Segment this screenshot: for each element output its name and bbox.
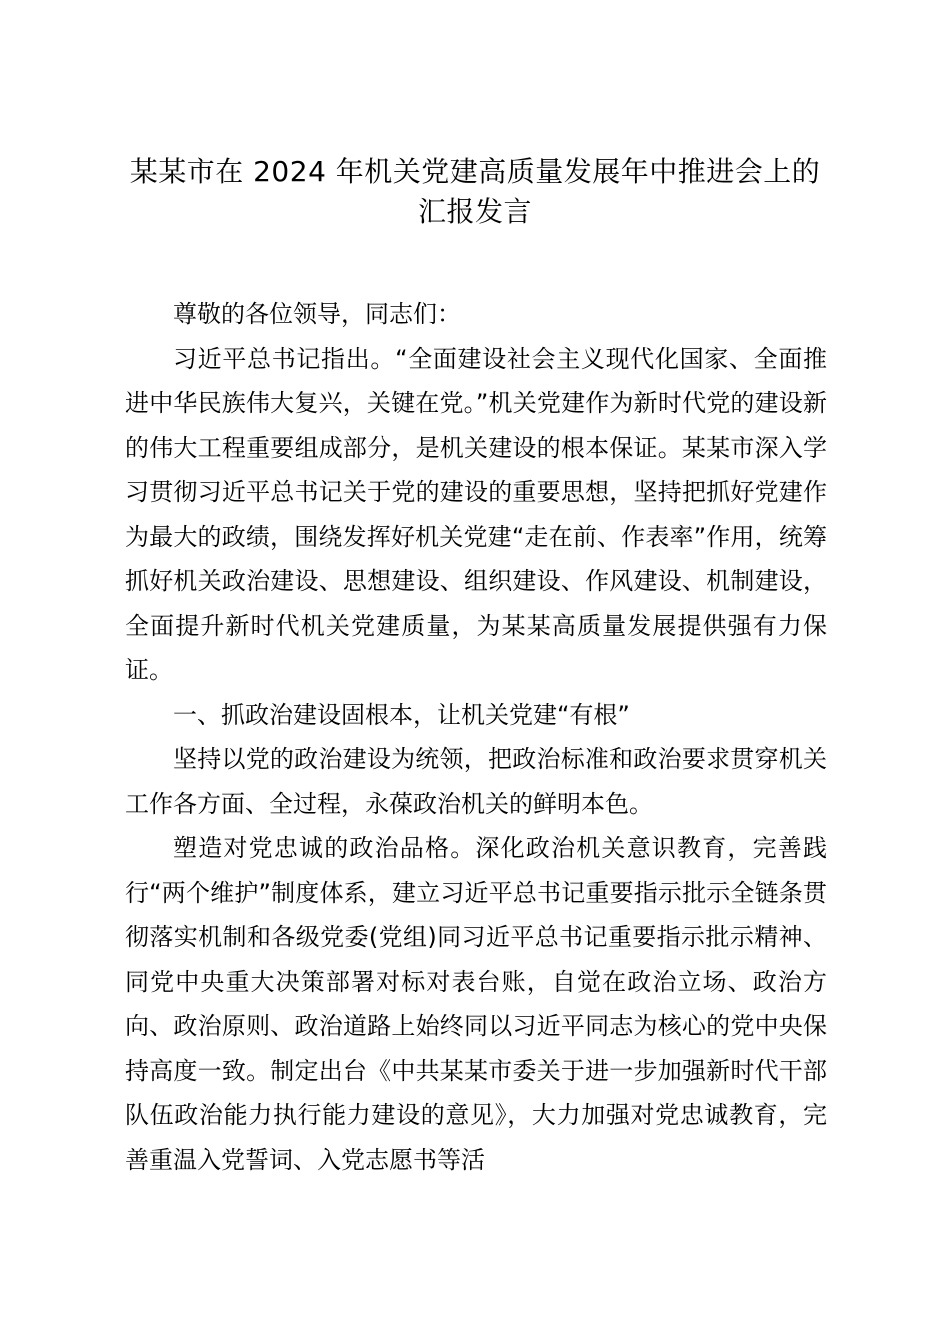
document-title	[120, 152, 830, 232]
title-line-1: 某某市在 2024 年机关党建高质量发展年中推进会上的	[129, 155, 821, 188]
title-line-2: 汇报发言	[417, 195, 532, 228]
section-heading: 一、抓政治建设固根本，让机关党建“有根”	[173, 700, 630, 729]
section-paragraph-2: 塑造对党忠诚的政治品格。深化政治机关意识教育，完善践行“两个维护”制度体系，建立习近平总书记重要指示批示全链条贯彻落实机制和各级党委(党组)同习近平总书记重要指示批示精神、同党中央重大决策部署对标对表台账，自觉在政治立场、政治方向、政治原则、政治道路上始终同以习近平同志为核心的党中央保持高度一致。制定出台《中共某某市委关于进一步加强新时代干部队伍政治能力执行能力建设的意见》，大力加强对党忠诚教育，完善重温入党誓词、入党志愿书等活	[125, 834, 827, 1174]
salutation: 尊敬的各位领导，同志们：	[173, 300, 461, 328]
section-paragraph-1: 坚持以党的政治建设为统领，把政治标准和政治要求贯穿机关工作各方面、全过程，永葆政治机关的鲜明本色。	[125, 745, 827, 818]
intro-paragraph: 习近平总书记指出。“全面建设社会主义现代化国家、全面推进中华民族伟大复兴，关键在党。”机关党建作为新时代党的建设新的伟大工程重要组成部分，是机关建设的根本保证。某某市深入学习贯彻习近平总书记关于党的建设的重要思想，坚持把抓好党建作为最大的政绩，围绕发挥好机关党建“走在前、作表率”作用，统筹抓好机关政治建设、思想建设、组织建设、作风建设、机制建设，全面提升新时代机关党建质量，为某某高质量发展提供强有力保证。	[125, 344, 827, 684]
document-body	[125, 292, 827, 1182]
